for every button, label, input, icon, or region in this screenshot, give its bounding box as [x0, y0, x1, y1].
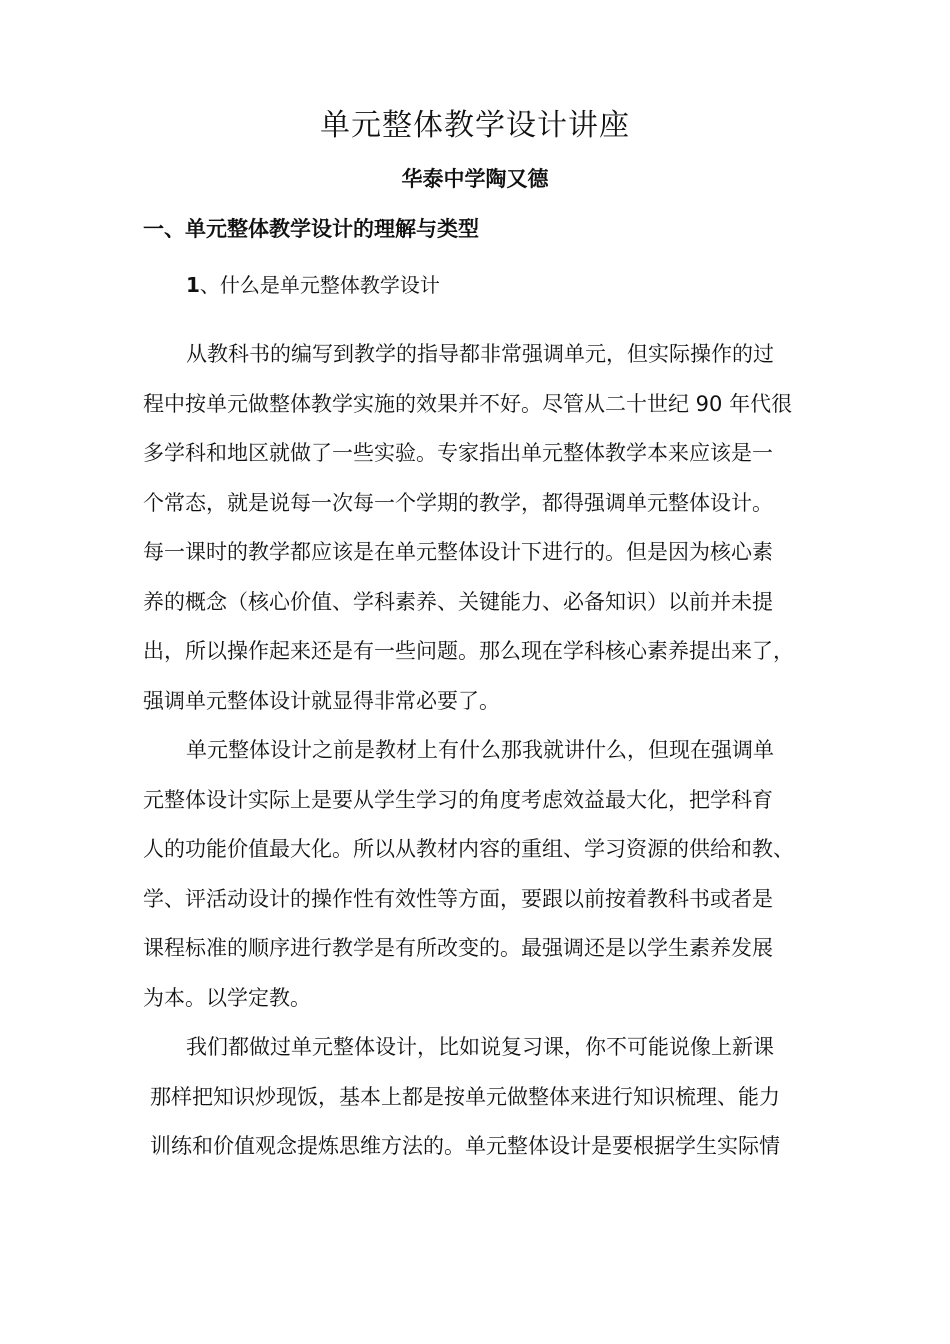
paragraph-2-line: 学、评活动设计的操作性有效性等方面，要跟以前按着教科书或者是 [143, 887, 773, 911]
paragraph-3-line: 训练和价值观念提炼思维方法的。单元整体设计是要根据学生实际情 [150, 1134, 780, 1158]
paragraph-2-line: 为本。以学定教。 [143, 986, 311, 1010]
section-heading: 一、单元整体教学设计的理解与类型 [143, 217, 479, 241]
paragraph-3-line: 那样把知识炒现饭，基本上都是按单元做整体来进行知识梳理、能力 [150, 1085, 780, 1109]
paragraph-2-line: 元整体设计实际上是要从学生学习的角度考虑效益最大化，把学科育 [143, 788, 773, 812]
paragraph-1-line: 养的概念（核心价值、学科素养、关键能力、必备知识）以前并未提 [143, 590, 773, 614]
paragraph-1-line: 程中按单元做整体教学实施的效果并不好。尽管从二十世纪 90 年代很 [143, 392, 793, 416]
paragraph-1-line: 从教科书的编写到教学的指导都非常强调单元，但实际操作的过 [186, 342, 774, 366]
document-title: 单元整体教学设计讲座 [320, 108, 630, 143]
paragraph-2-line: 课程标准的顺序进行教学是有所改变的。最强调还是以学生素养发展 [143, 936, 773, 960]
paragraph-1-line: 出，所以操作起来还是有一些问题。那么现在学科核心素养提出来了， [143, 639, 794, 663]
document-author: 华泰中学陶又德 [401, 167, 549, 191]
paragraph-2-line: 人的功能价值最大化。所以从教材内容的重组、学习资源的供给和教、 [143, 837, 794, 861]
paragraph-1-line: 强调单元整体设计就显得非常必要了。 [143, 689, 500, 713]
paragraph-1-line: 个常态，就是说每一次每一个学期的教学，都得强调单元整体设计。 [143, 491, 773, 515]
sub-heading-number: 1 [186, 273, 200, 297]
paragraph-1-line: 多学科和地区就做了一些实验。专家指出单元整体教学本来应该是一 [143, 441, 773, 465]
sub-heading [186, 268, 440, 302]
sub-heading-text: 、什么是单元整体教学设计 [199, 273, 440, 297]
paragraph-2-line: 单元整体设计之前是教材上有什么那我就讲什么，但现在强调单 [186, 738, 774, 762]
paragraph-3-line: 我们都做过单元整体设计，比如说复习课，你不可能说像上新课 [186, 1035, 774, 1059]
paragraph-1-line: 每一课时的教学都应该是在单元整体设计下进行的。但是因为核心素 [143, 540, 773, 564]
